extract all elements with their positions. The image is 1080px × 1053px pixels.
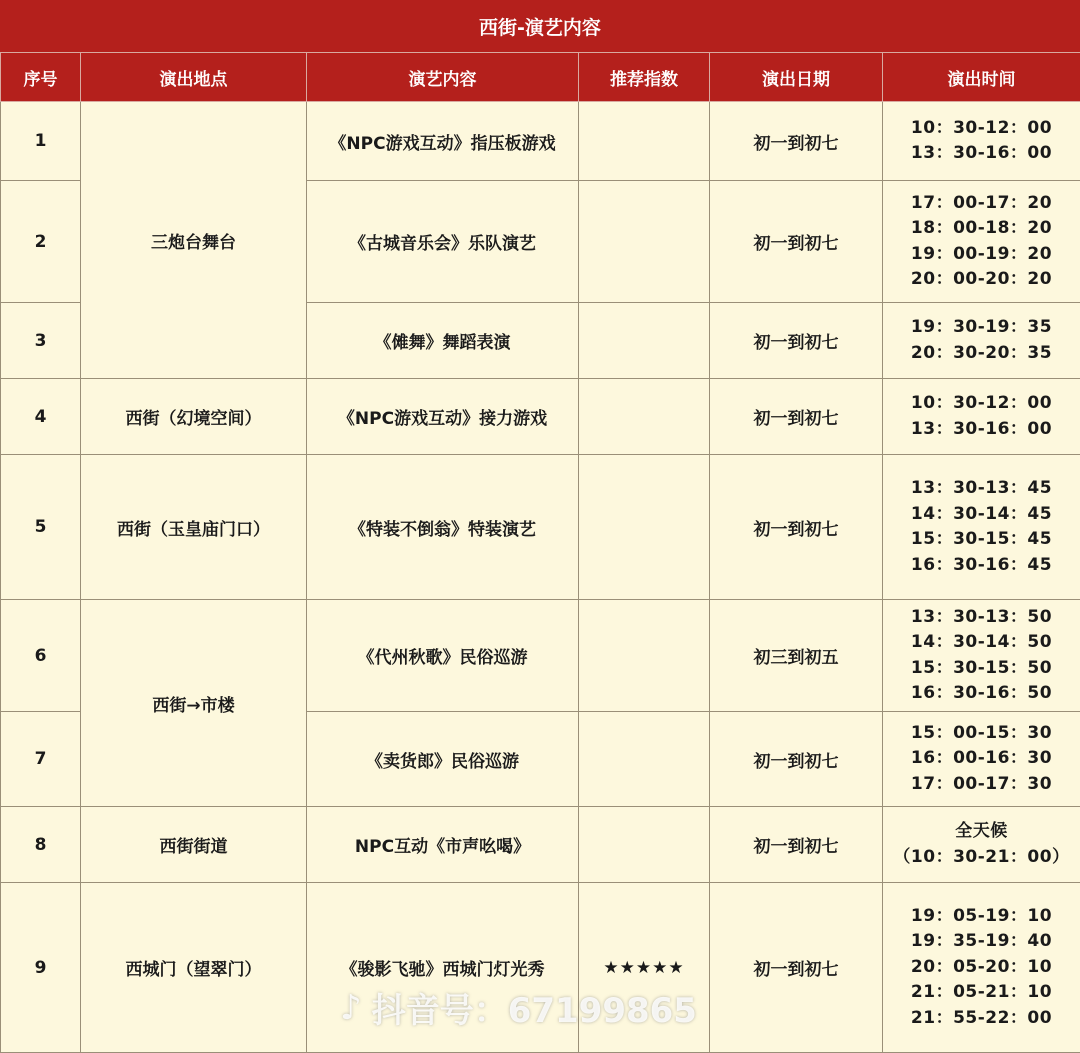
- row-number: 2: [1, 181, 81, 303]
- time-slot: 15：00-15：30: [883, 721, 1080, 747]
- rating-cell: [579, 712, 710, 807]
- header-no: 序号: [1, 53, 81, 102]
- rating-cell: [579, 181, 710, 303]
- time-slot: 全天候: [883, 819, 1080, 845]
- date-cell: 初三到初五: [710, 600, 883, 712]
- time-cell: [883, 102, 1080, 181]
- watermark-text: 抖音号：67199865: [372, 983, 697, 1032]
- content-cell: 《特装不倒翁》特装演艺: [307, 455, 579, 600]
- time-cell: [883, 303, 1080, 379]
- date-cell: 初一到初七: [710, 379, 883, 455]
- time-slot: 10：30-12：00: [883, 116, 1080, 142]
- time-slot: 19：35-19：40: [883, 929, 1080, 955]
- header-date: 演出日期: [710, 53, 883, 102]
- time-cell: [883, 600, 1080, 712]
- time-slot: （10：30-21：00）: [883, 845, 1080, 871]
- row-number: 6: [1, 600, 81, 712]
- time-slot: 21：55-22：00: [883, 1006, 1080, 1032]
- date-cell: 初一到初七: [710, 883, 883, 1053]
- time-slot: 16：30-16：45: [883, 553, 1080, 579]
- time-slot: 18：00-18：20: [883, 216, 1080, 242]
- time-slot: 15：30-15：45: [883, 527, 1080, 553]
- header-row: [1, 53, 1080, 102]
- time-slot: 13：30-13：45: [883, 476, 1080, 502]
- location-cell: 西街→市楼: [81, 600, 307, 807]
- table-row: [1, 455, 1080, 600]
- rating-cell: [579, 807, 710, 883]
- time-slot: 14：30-14：45: [883, 502, 1080, 528]
- rating-cell: [579, 303, 710, 379]
- location-cell: 三炮台舞台: [81, 102, 307, 379]
- location-cell: 西街（玉皇庙门口）: [81, 455, 307, 600]
- date-cell: 初一到初七: [710, 807, 883, 883]
- time-slot: 14：30-14：50: [883, 630, 1080, 656]
- time-slot: 15：30-15：50: [883, 656, 1080, 682]
- content-cell: 《NPC游戏互动》指压板游戏: [307, 102, 579, 181]
- table-title: 西街-演艺内容: [0, 0, 1080, 52]
- row-number: 9: [1, 883, 81, 1053]
- content-cell: 《卖货郎》民俗巡游: [307, 712, 579, 807]
- time-slot: 17：00-17：20: [883, 191, 1080, 217]
- header-location: 演出地点: [81, 53, 307, 102]
- location-cell: 西城门（望翠门）: [81, 883, 307, 1053]
- time-slot: 17：00-17：30: [883, 772, 1080, 798]
- time-cell: [883, 181, 1080, 303]
- time-cell: [883, 712, 1080, 807]
- time-cell: [883, 379, 1080, 455]
- performance-table: [0, 52, 1080, 1053]
- row-number: 1: [1, 102, 81, 181]
- content-cell: 《NPC游戏互动》接力游戏: [307, 379, 579, 455]
- time-slot: 20：00-20：20: [883, 267, 1080, 293]
- rating-cell: [579, 379, 710, 455]
- table-row: [1, 600, 1080, 712]
- time-slot: 16：00-16：30: [883, 746, 1080, 772]
- time-slot: 13：30-16：00: [883, 417, 1080, 443]
- time-slot: 19：05-19：10: [883, 904, 1080, 930]
- time-slot: 13：30-13：50: [883, 605, 1080, 631]
- date-cell: 初一到初七: [710, 455, 883, 600]
- table-row: [1, 379, 1080, 455]
- row-number: 4: [1, 379, 81, 455]
- row-number: 3: [1, 303, 81, 379]
- time-slot: 21：05-21：10: [883, 980, 1080, 1006]
- time-cell: [883, 807, 1080, 883]
- header-time: 演出时间: [883, 53, 1080, 102]
- row-number: 5: [1, 455, 81, 600]
- time-slot: 16：30-16：50: [883, 681, 1080, 707]
- row-number: 7: [1, 712, 81, 807]
- content-cell: NPC互动《市声吆喝》: [307, 807, 579, 883]
- table-row: [1, 102, 1080, 181]
- date-cell: 初一到初七: [710, 102, 883, 181]
- table-row: [1, 807, 1080, 883]
- time-slot: 13：30-16：00: [883, 141, 1080, 167]
- time-cell: [883, 883, 1080, 1053]
- rating-cell: ★★★★★: [579, 883, 710, 1053]
- content-cell: 《代州秋歌》民俗巡游: [307, 600, 579, 712]
- content-cell: 《傩舞》舞蹈表演: [307, 303, 579, 379]
- time-slot: 10：30-12：00: [883, 391, 1080, 417]
- time-slot: 19：00-19：20: [883, 242, 1080, 268]
- table-row: [1, 883, 1080, 1053]
- content-cell: 《古城音乐会》乐队演艺: [307, 181, 579, 303]
- location-cell: 西街街道: [81, 807, 307, 883]
- header-rating: 推荐指数: [579, 53, 710, 102]
- time-slot: 19：30-19：35: [883, 315, 1080, 341]
- date-cell: 初一到初七: [710, 712, 883, 807]
- row-number: 8: [1, 807, 81, 883]
- content-cell: 《骏影飞驰》西城门灯光秀: [307, 883, 579, 1053]
- time-slot: 20：05-20：10: [883, 955, 1080, 981]
- location-cell: 西街（幻境空间）: [81, 379, 307, 455]
- tiktok-note-icon: ♪: [340, 988, 362, 1028]
- date-cell: 初一到初七: [710, 303, 883, 379]
- time-cell: [883, 455, 1080, 600]
- rating-cell: [579, 600, 710, 712]
- rating-cell: [579, 455, 710, 600]
- time-slot: 20：30-20：35: [883, 341, 1080, 367]
- rating-cell: [579, 102, 710, 181]
- date-cell: 初一到初七: [710, 181, 883, 303]
- header-content: 演艺内容: [307, 53, 579, 102]
